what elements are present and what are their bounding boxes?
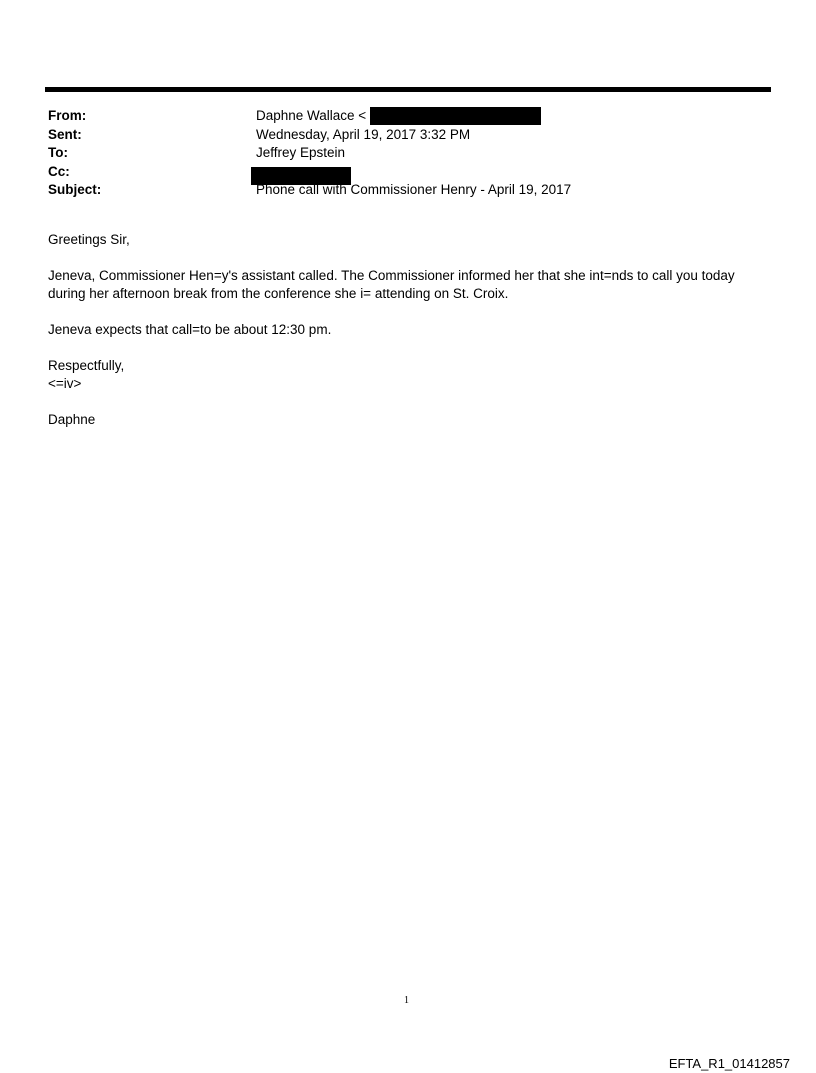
redaction-box [370,107,541,125]
body-line: during her afternoon break from the conference she i= attending on St. Croix. [48,286,509,301]
header-divider [45,87,771,92]
sent-label: Sent: [48,126,82,142]
encoding-artifact: <=iv> [48,376,82,391]
from-row [48,107,770,126]
from-value: Daphne Wallace < [256,108,367,123]
closing: Respectfully, [48,358,125,373]
subject-label: Subject: [48,182,102,197]
subject-row [48,181,770,200]
email-body [48,231,768,447]
signature: Daphne [48,412,96,427]
page-number: 1 [404,995,409,1006]
greeting: Greetings Sir, [48,232,130,247]
body-line: Jeneva, Commissioner Hen=y's assistant called. The Commissioner informed her that she int=nds to call you today [48,268,735,283]
sent-row [48,126,770,145]
from-value-wrap [256,107,541,126]
cc-label: Cc: [48,163,70,179]
bates-number: EFTA_R1_01412857 [668,1056,790,1071]
email-header [48,107,770,200]
to-value: Jeffrey Epstein [256,145,346,160]
from-label: From: [48,108,87,123]
body-paragraph: Jeneva expects that call=to be about 12:30 pm. [48,322,332,337]
to-label: To: [48,145,68,160]
body-paragraph [48,267,768,303]
sent-value: Wednesday, April 19, 2017 3:32 PM [256,126,471,142]
cc-row [48,163,770,182]
subject-value: Phone call with Commissioner Henry - April 19, 2017 [256,182,572,197]
to-row [48,144,770,163]
